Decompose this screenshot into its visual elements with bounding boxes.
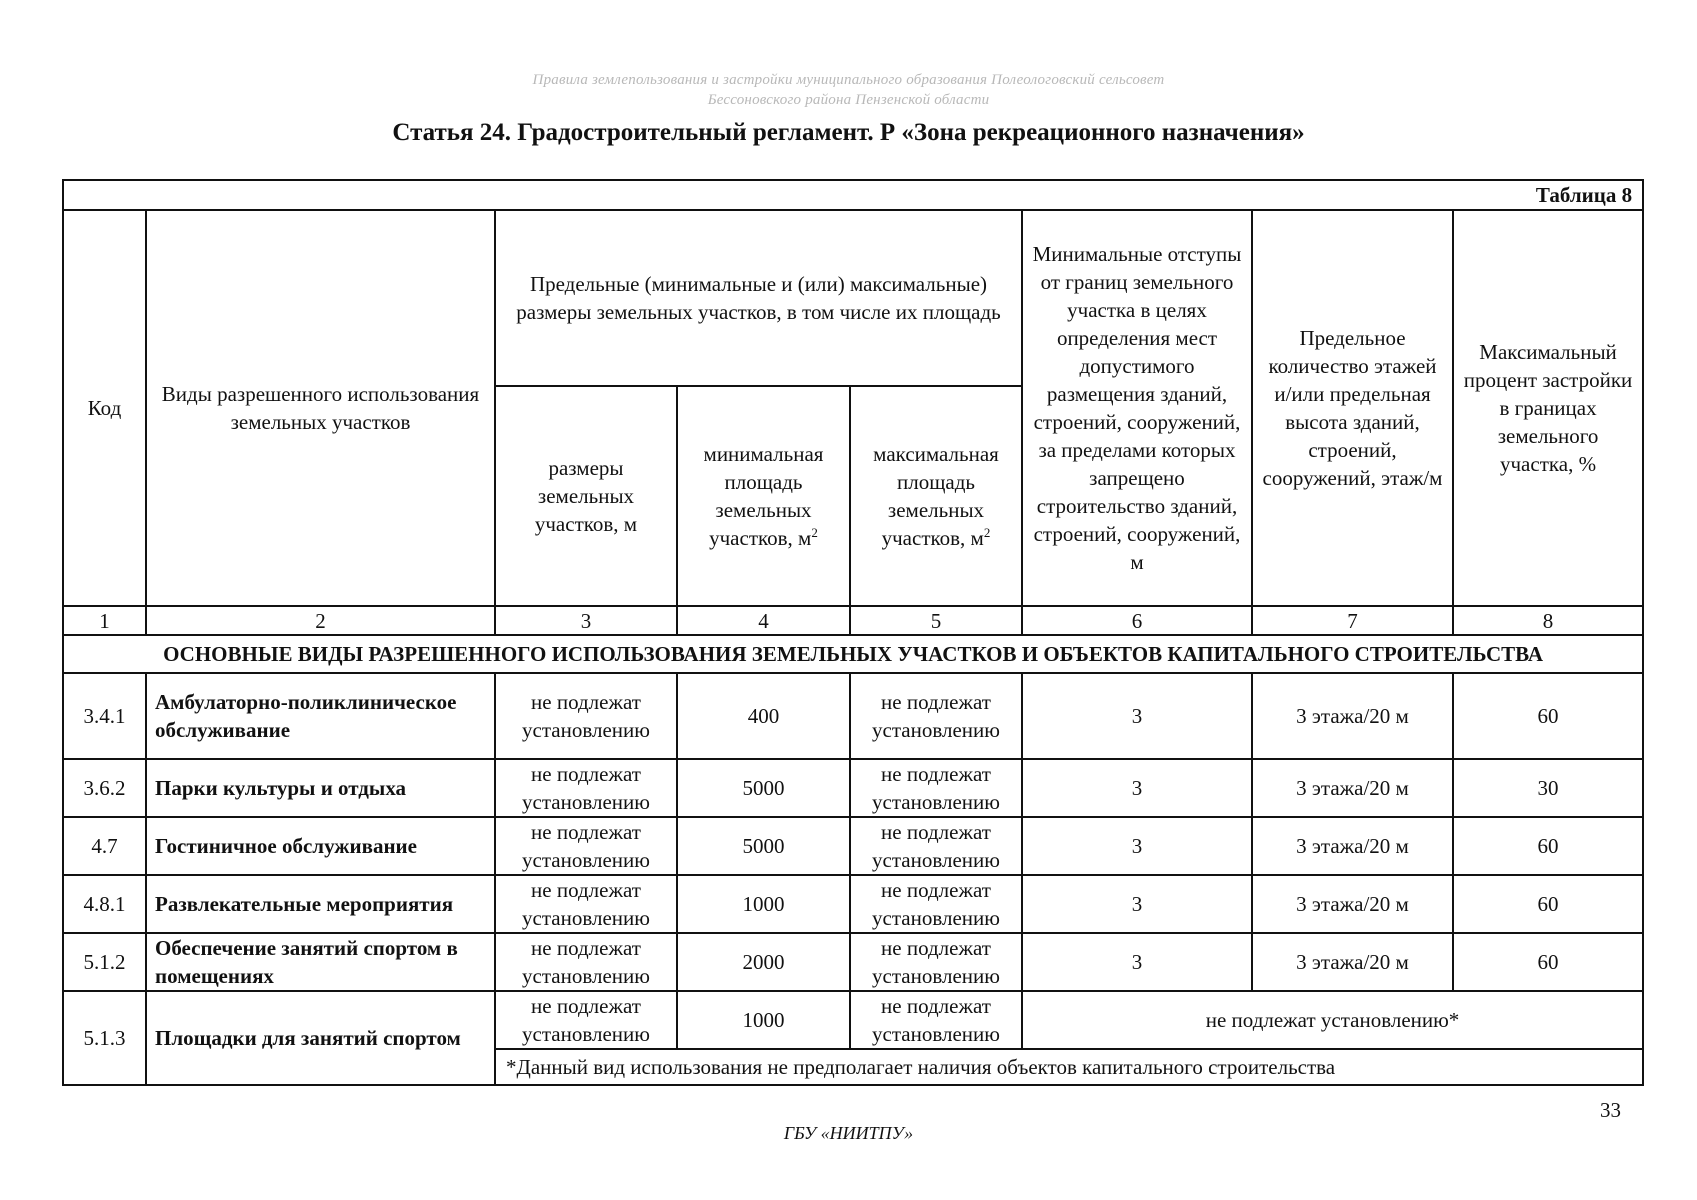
running-header [0, 70, 1697, 110]
row-name: Развлекательные мероприятия [146, 875, 495, 933]
page-title: Статья 24. Градостроительный регламент. Р «Зона рекреационного назначения» [392, 119, 1305, 146]
row-setback: 3 [1022, 933, 1252, 991]
row-max-area: не подлежат установлению [850, 673, 1022, 759]
row-min-area: 5000 [677, 817, 850, 875]
table-caption: Таблица 8 [63, 180, 1643, 210]
header-max-area [850, 386, 1022, 606]
header-min-area-sup: 2 [811, 525, 818, 540]
row-min-area: 5000 [677, 759, 850, 817]
table-row [63, 817, 1643, 875]
row-max-area: не подлежат установлению [850, 933, 1022, 991]
column-number: 3 [495, 606, 677, 635]
row-code: 3.6.2 [63, 759, 146, 817]
column-number: 4 [677, 606, 850, 635]
table-row [63, 875, 1643, 933]
row-name: Обеспечение занятий спортом в помещениях [146, 933, 495, 991]
row-min-area: 1000 [677, 991, 850, 1049]
row-max-area: не подлежат установлению [850, 759, 1022, 817]
row-percent: 30 [1453, 759, 1643, 817]
row-floors: 3 этажа/20 м [1252, 875, 1453, 933]
row-sizes: не подлежат установлению [495, 875, 677, 933]
row-name: Парки культуры и отдыха [146, 759, 495, 817]
row-sizes: не подлежат установлению [495, 933, 677, 991]
row-footnote: *Данный вид использования не предполагает наличия объектов капитального строительства [495, 1049, 1643, 1085]
column-number: 1 [63, 606, 146, 635]
row-setback: 3 [1022, 759, 1252, 817]
row-sizes: не подлежат установлению [495, 817, 677, 875]
row-min-area: 1000 [677, 875, 850, 933]
row-percent: 60 [1453, 673, 1643, 759]
row-floors: 3 этажа/20 м [1252, 759, 1453, 817]
header-min-area [677, 386, 850, 606]
regulation-table [62, 179, 1644, 1086]
row-max-area: не подлежат установлению [850, 875, 1022, 933]
header-floors: Предельное количество этажей и/или предельная высота зданий, строений, сооружений, этаж/м [1252, 210, 1453, 606]
header-min-area-text: минимальная площадь земельных участков, м [703, 442, 824, 550]
row-percent: 60 [1453, 817, 1643, 875]
row-name: Амбулаторно-поликлиническое обслуживание [146, 673, 495, 759]
row-max-area: не подлежат установлению [850, 817, 1022, 875]
row-code: 5.1.2 [63, 933, 146, 991]
header-setbacks: Минимальные отступы от границ земельного участка в целях определения мест допустимого размещения зданий, строений, сооружений, за пределами которых запрещено строительство зданий, строений, сооружений, м [1022, 210, 1252, 606]
running-header-line-1: Правила землепользования и застройки муниципального образования Полеологовский сельсовет [532, 72, 1165, 88]
column-number: 5 [850, 606, 1022, 635]
column-number: 8 [1453, 606, 1643, 635]
row-code: 3.4.1 [63, 673, 146, 759]
row-sizes: не подлежат установлению [495, 673, 677, 759]
row-name: Площадки для занятий спортом [146, 991, 495, 1085]
table-row [63, 933, 1643, 991]
row-sizes: не подлежат установлению [495, 759, 677, 817]
row-name: Гостиничное обслуживание [146, 817, 495, 875]
header-max-area-sup: 2 [983, 525, 991, 540]
header-kind: Виды разрешенного использования земельных участков [146, 210, 495, 606]
table-row [63, 673, 1643, 759]
header-max-percent: Максимальный процент застройки в границах земельного участка, % [1453, 210, 1643, 606]
column-number: 6 [1022, 606, 1252, 635]
page-number: 33 [1600, 1098, 1621, 1122]
header-limits-group: Предельные (минимальные и (или) максимальные) размеры земельных участков, в том числе их площадь [495, 210, 1022, 386]
column-number: 2 [146, 606, 495, 635]
row-percent: 60 [1453, 875, 1643, 933]
row-code: 4.8.1 [63, 875, 146, 933]
row-code: 5.1.3 [63, 991, 146, 1085]
row-max-area: не подлежат установлению [850, 991, 1022, 1049]
header-sizes: размеры земельных участков, м [495, 386, 677, 606]
row-percent: 60 [1453, 933, 1643, 991]
row-setback: 3 [1022, 817, 1252, 875]
footer: ГБУ «НИИТПУ» [783, 1123, 914, 1143]
row-floors: 3 этажа/20 м [1252, 817, 1453, 875]
header-code: Код [63, 210, 146, 606]
row-min-area: 2000 [677, 933, 850, 991]
row-setback: 3 [1022, 673, 1252, 759]
column-number: 7 [1252, 606, 1453, 635]
table-row [63, 991, 1643, 1049]
running-header-line-2: Бессоновского района Пензенской области [707, 92, 990, 108]
row-code: 4.7 [63, 817, 146, 875]
header-max-area-text: максимальная площадь земельных участков, м [873, 442, 999, 550]
row-floors: 3 этажа/20 м [1252, 933, 1453, 991]
row-sizes: не подлежат установлению [495, 991, 677, 1049]
row-floors: 3 этажа/20 м [1252, 673, 1453, 759]
row-setback: 3 [1022, 875, 1252, 933]
table-row [63, 759, 1643, 817]
row-min-area: 400 [677, 673, 850, 759]
section-title: ОСНОВНЫЕ ВИДЫ РАЗРЕШЕННОГО ИСПОЛЬЗОВАНИЯ ЗЕМЕЛЬНЫХ УЧАСТКОВ И ОБЪЕКТОВ КАПИТАЛЬНОГО СТРОИТЕЛЬСТВА [63, 635, 1643, 673]
row-merged-value: не подлежат установлению* [1022, 991, 1643, 1049]
column-number-row [63, 606, 1643, 635]
